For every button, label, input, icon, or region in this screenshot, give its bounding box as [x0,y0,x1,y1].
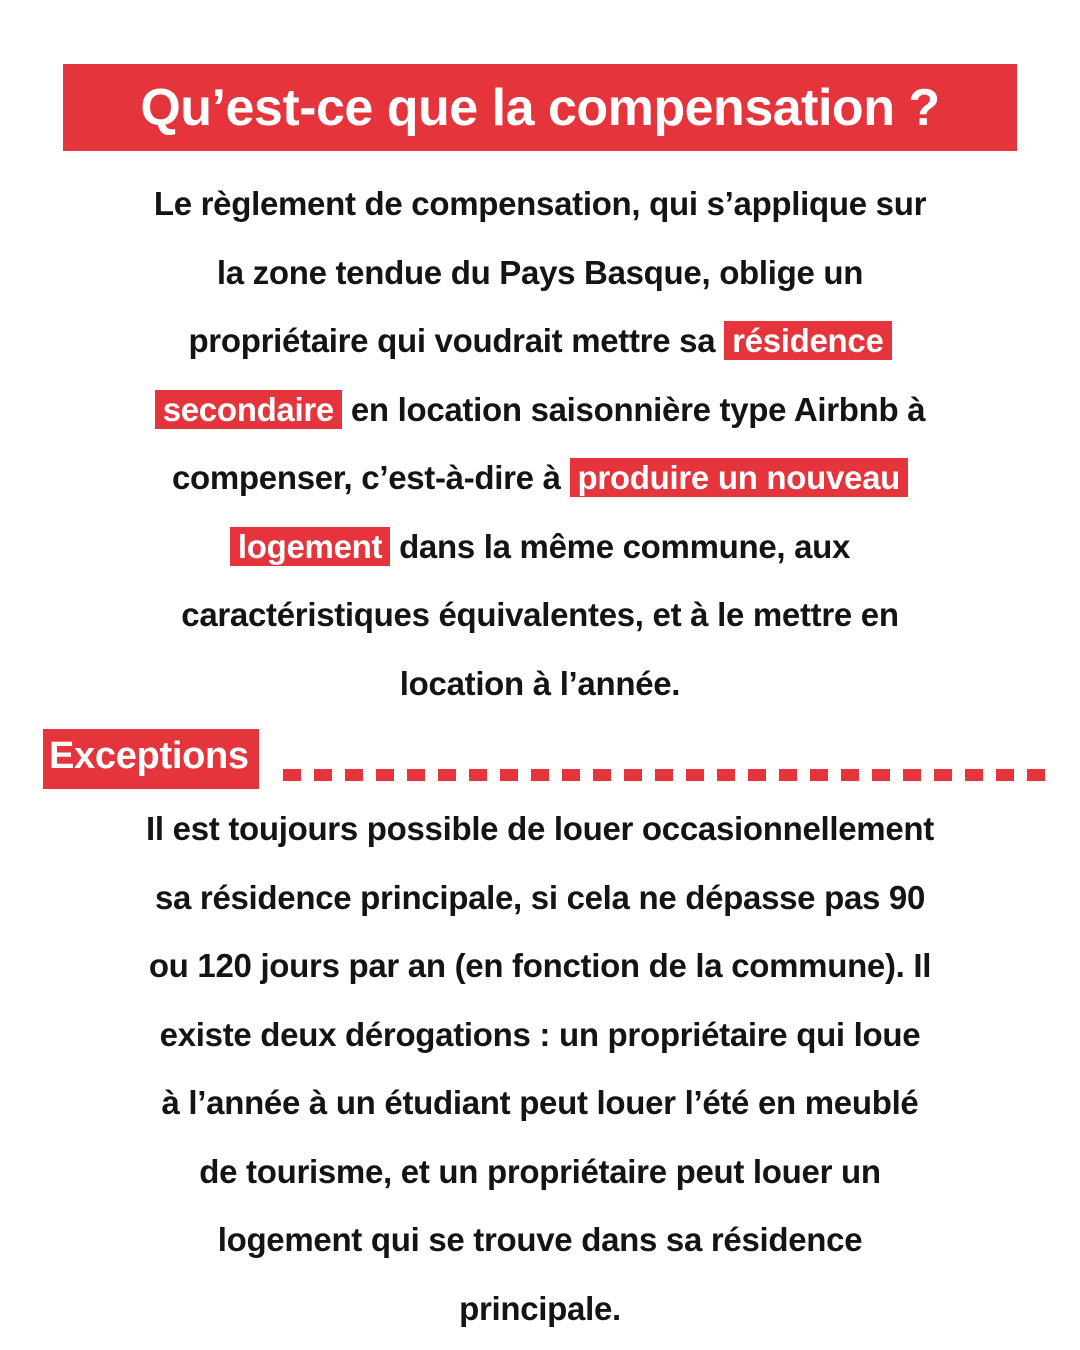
exceptions-line: logement qui se trouve dans sa résidence [217,1221,863,1258]
intro-line [40,307,1040,376]
intro-line: location à l’année. [399,664,681,702]
highlight-residence: résidence [724,321,891,360]
title-banner [63,64,1017,151]
intro-paragraph [40,170,1040,718]
highlight-logement: logement [230,527,390,566]
highlight-secondaire: secondaire [155,390,342,429]
dotted-divider [283,769,1053,781]
intro-line: Le règlement de compensation, qui s’applique sur [153,185,927,222]
intro-text: dans la même commune, aux [390,527,851,565]
intro-text: compenser, c’est-à-dire à [171,459,570,496]
intro-line [40,444,1040,513]
exceptions-line: existe deux dérogations : un propriétaire qui loue [159,1015,921,1053]
intro-text: propriétaire qui voudrait mettre sa [188,322,725,359]
highlight-produire: produire un nouveau [570,458,908,497]
exceptions-line: principale. [459,1289,621,1327]
intro-line: la zone tendue du Pays Basque, oblige un [216,253,864,291]
intro-line: caractéristiques équivalentes, et à le mettre en [181,596,899,633]
exceptions-line: ou 120 jours par an (en fonction de la commune). Il [148,947,932,984]
exceptions-line: sa résidence principale, si cela ne dépasse pas 90 [154,878,926,916]
exceptions-line: Il est toujours possible de louer occasionnellement [146,810,934,847]
exceptions-paragraph [40,795,1040,1343]
intro-text: en location saisonnière type Airbnb à [341,390,926,428]
exceptions-heading: Exceptions [43,729,259,789]
exceptions-line: à l’année à un étudiant peut louer l’été en meublé [161,1084,919,1121]
intro-line [40,513,1040,582]
intro-line [40,376,1040,445]
exceptions-line: de tourisme, et un propriétaire peut louer un [199,1152,881,1190]
page-title: Qu’est-ce que la compensation ? [140,78,940,137]
